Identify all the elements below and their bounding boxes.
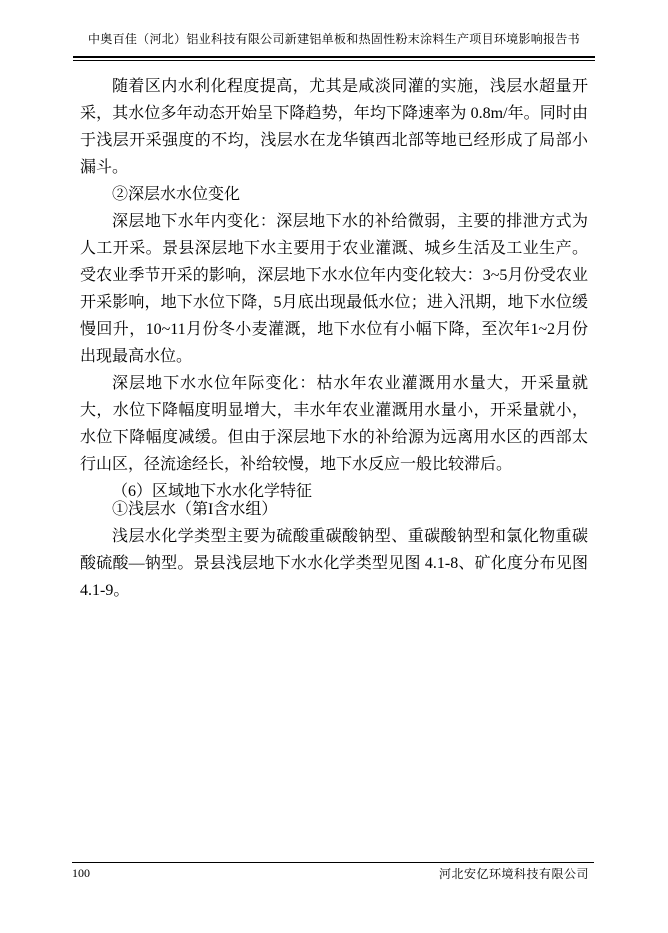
page-footer: [72, 866, 589, 882]
footer-rule: [72, 862, 594, 863]
page-header: [73, 31, 595, 61]
paragraph-interannual-variation: 深层地下水水位年际变化：枯水年农业灌溉用水量大，开采量就大，水位下降幅度明显增大，丰水年农业灌溉用水量小，开采量就小，水位下降幅度减缓。但由于深层地下水的补给源为远离用水区的西部太行山区，径流途经长，补给较慢，地下水反应一般比较滞后。: [80, 375, 588, 473]
report-title: 中奥百佳（河北）铝业科技有限公司新建铝单板和热固性粉末涂料生产项目环境影响报告书: [87, 32, 580, 46]
paragraph-annual-variation: 深层地下水年内变化：深层地下水的补给微弱，主要的排泄方式为人工开采。景县深层地下水主要用于农业灌溉、城乡生活及工业生产。受农业季节开采的影响，深层地下水水位年内变化较大：3~5月份受农业开采影响，地下水位下降，5月底出现最低水位；进入汛期，地下水位缓慢回升，10~11月份冬小麦灌溉，地下水位有小幅下降，至次年1~2月份出现最高水位。: [80, 213, 588, 365]
paragraph-hydrochemical-types: 浅层水化学类型主要为硫酸重碳酸钠型、重碳酸钠型和氯化物重碳酸硫酸—钠型。景县浅层地下水水化学类型见图 4.1-8、矿化度分布见图 4.1-9。: [80, 528, 588, 599]
header-double-rule: [73, 56, 595, 61]
footer-company-name: 河北安亿环境科技有限公司: [438, 867, 589, 881]
paragraph-shallow-water-trend: 随着区内水利化程度提高，尤其是咸淡同灌的实施，浅层水超量开采，其水位多年动态开始呈下降趋势，年均下降速率为 0.8m/年。同时由于浅层开采强度的不均，浅层水在龙华镇西北部等地已经形成了局部小漏斗。: [80, 78, 588, 176]
heading-deep-water-level-change: ②深层水水位变化: [112, 186, 241, 203]
heading-regional-hydrochemical-characteristics: （6）区域地下水水化学特征: [112, 483, 313, 500]
document-body: [80, 73, 588, 604]
page-number: 100: [72, 866, 90, 880]
heading-shallow-water-aquifer-group: ①浅层水（第I含水组）: [112, 501, 278, 518]
